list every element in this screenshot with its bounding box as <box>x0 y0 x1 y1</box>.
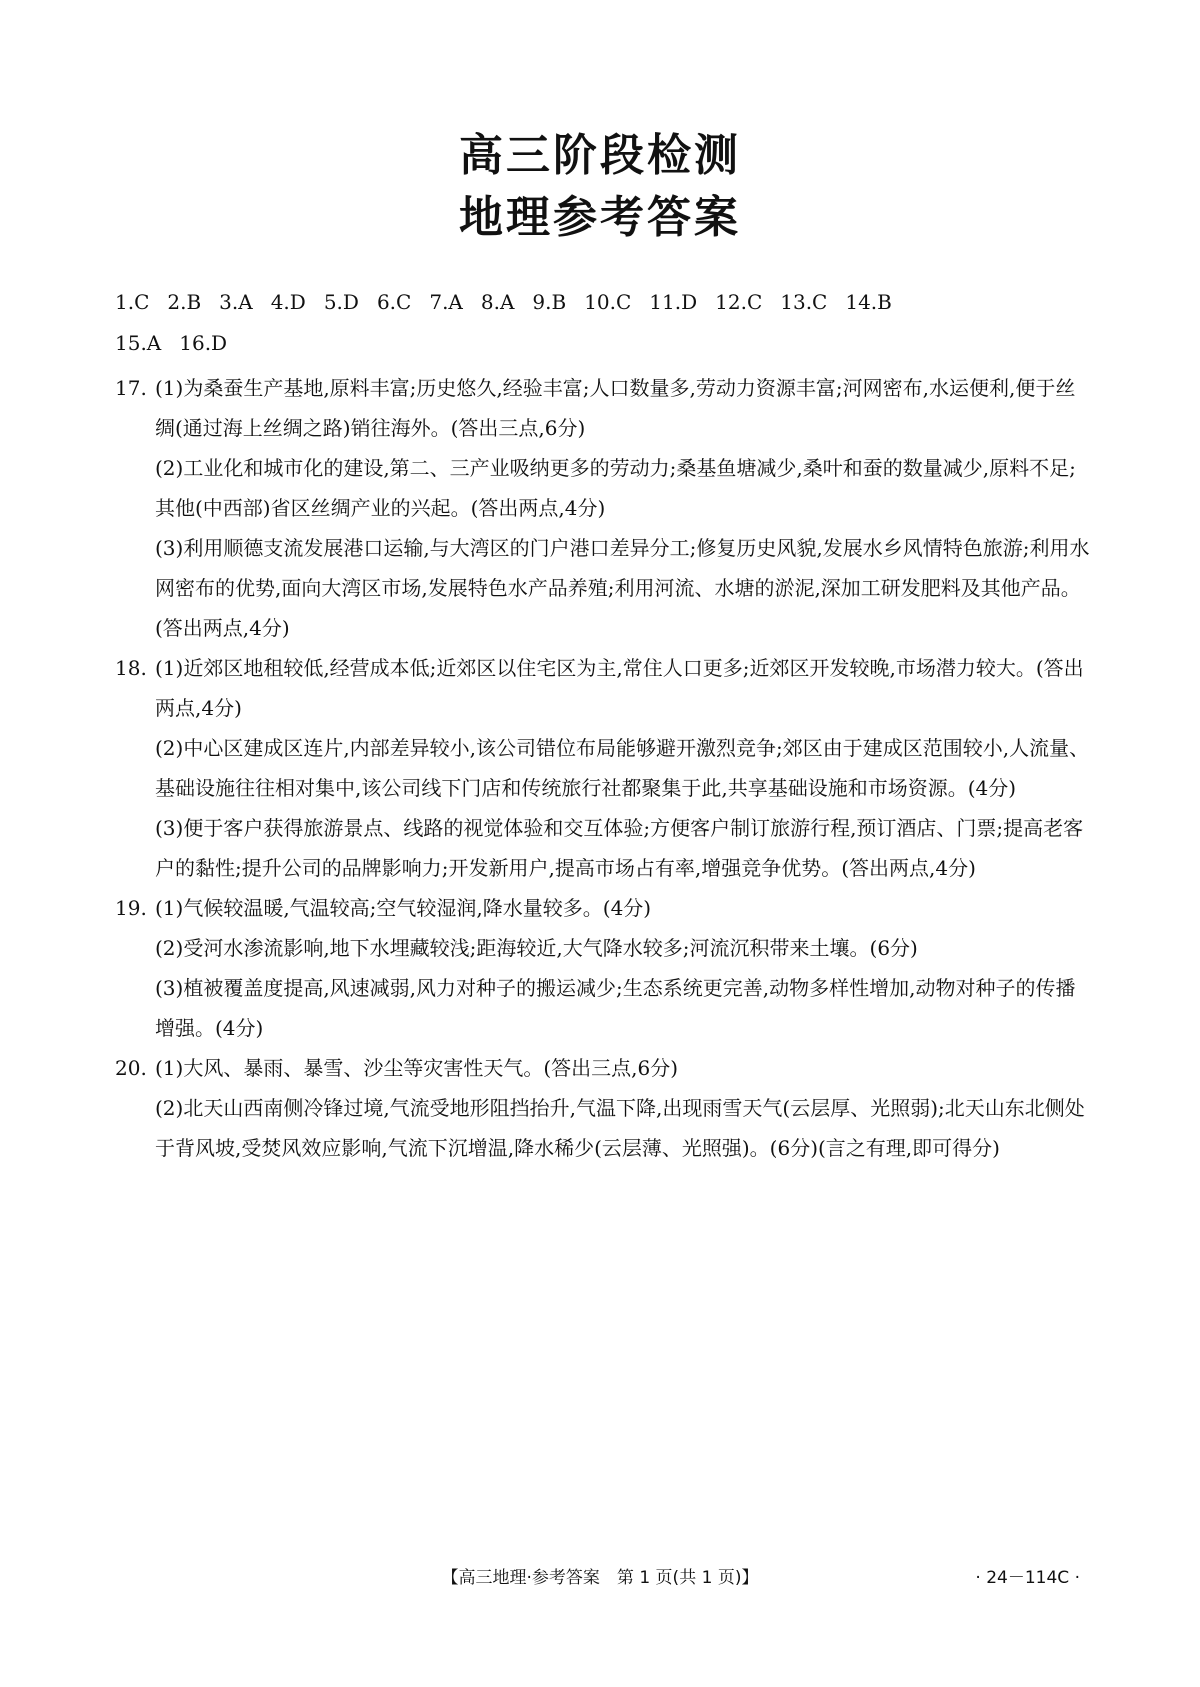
footer-paper-code: · 24－114C · <box>975 1568 1080 1588</box>
question-block <box>115 648 1095 888</box>
choice-answer: 15.A <box>115 331 162 355</box>
answer-part: (3)植被覆盖度提高,风速减弱,风力对种子的搬运减少;生态系统更完善,动物多样性增加,动物对种子的传播增强。(4分) <box>155 976 1076 1040</box>
page-footer <box>0 1563 1200 1593</box>
choice-answer: 2.B <box>167 290 202 314</box>
question-number: 20. <box>115 1056 147 1080</box>
answer-part: (1)气候较温暖,气温较高;空气较湿润,降水量较多。(4分) <box>155 896 652 920</box>
question-block <box>115 888 1095 1048</box>
answer-part: (2)北天山西南侧冷锋过境,气流受地形阻挡抬升,气温下降,出现雨雪天气(云层厚、光照弱);北天山东北侧处于背风坡,受焚风效应影响,气流下沉增温,降水稀少(云层薄、光照强)。(6分)(言之有理,即可得分) <box>155 1096 1085 1160</box>
choice-answer: 6.C <box>376 290 412 314</box>
answer-part: (2)工业化和城市化的建设,第二、三产业吸纳更多的劳动力;桑基鱼塘减少,桑叶和蚕的数量减少,原料不足;其他(中西部)省区丝绸产业的兴起。(答出两点,4分) <box>155 456 1076 520</box>
question-block <box>115 368 1095 648</box>
page-subtitle: 地理参考答案 <box>459 192 741 243</box>
choice-answer: 12.C <box>715 290 763 314</box>
answer-part: (2)受河水渗流影响,地下水埋藏较浅;距海较近,大气降水较多;河流沉积带来土壤。(6分) <box>155 936 918 960</box>
answer-part: (3)利用顺德支流发展港口运输,与大湾区的门户港口差异分工;修复历史风貌,发展水乡风情特色旅游;利用水网密布的优势,面向大湾区市场,发展特色水产品养殖;利用河流、水塘的淤泥,深加工研发肥料及其他产品。(答出两点,4分) <box>155 536 1090 640</box>
choice-answer: 13.C <box>780 290 828 314</box>
question-number: 18. <box>115 656 147 680</box>
choice-answer: 3.A <box>219 290 253 314</box>
choice-answer: 14.B <box>845 290 892 314</box>
choice-answer: 7.A <box>429 290 463 314</box>
choice-answer: 9.B <box>532 290 567 314</box>
choice-answer: 4.D <box>270 290 306 314</box>
choice-answer: 5.D <box>323 290 359 314</box>
choice-answers-row-2 <box>115 328 245 358</box>
answer-part: (1)大风、暴雨、暴雪、沙尘等灾害性天气。(答出三点,6分) <box>155 1056 679 1080</box>
question-number: 17. <box>115 376 147 400</box>
answer-part: (3)便于客户获得旅游景点、线路的视觉体验和交互体验;方便客户制订旅游行程,预订酒店、门票;提高老客户的黏性;提升公司的品牌影响力;开发新用户,提高市场占有率,增强竞争优势。(答出两点,4分) <box>155 816 1084 880</box>
question-block <box>115 1048 1095 1168</box>
page-title: 高三阶段检测 <box>459 130 741 181</box>
choice-answer: 1.C <box>115 290 150 314</box>
answer-part: (1)为桑蚕生产基地,原料丰富;历史悠久,经验丰富;人口数量多,劳动力资源丰富;河网密布,水运便利,便于丝绸(通过海上丝绸之路)销往海外。(答出三点,6分) <box>155 376 1076 440</box>
choice-answers-row-1 <box>115 287 910 317</box>
choice-answer: 10.C <box>584 290 632 314</box>
subjective-answers <box>115 368 1095 1168</box>
footer-page-info: 【高三地理·参考答案 第 1 页(共 1 页)】 <box>441 1568 759 1588</box>
choice-answer: 16.D <box>179 331 228 355</box>
question-number: 19. <box>115 896 147 920</box>
answer-part: (1)近郊区地租较低,经营成本低;近郊区以住宅区为主,常住人口更多;近郊区开发较晚,市场潜力较大。(答出两点,4分) <box>155 656 1084 720</box>
answer-part: (2)中心区建成区连片,内部差异较小,该公司错位布局能够避开激烈竞争;郊区由于建成区范围较小,人流量、基础设施往往相对集中,该公司线下门店和传统旅行社都聚集于此,共享基础设施和市场资源。(4分) <box>155 736 1090 800</box>
choice-answer: 8.A <box>480 290 515 314</box>
choice-answer: 11.D <box>649 290 698 314</box>
